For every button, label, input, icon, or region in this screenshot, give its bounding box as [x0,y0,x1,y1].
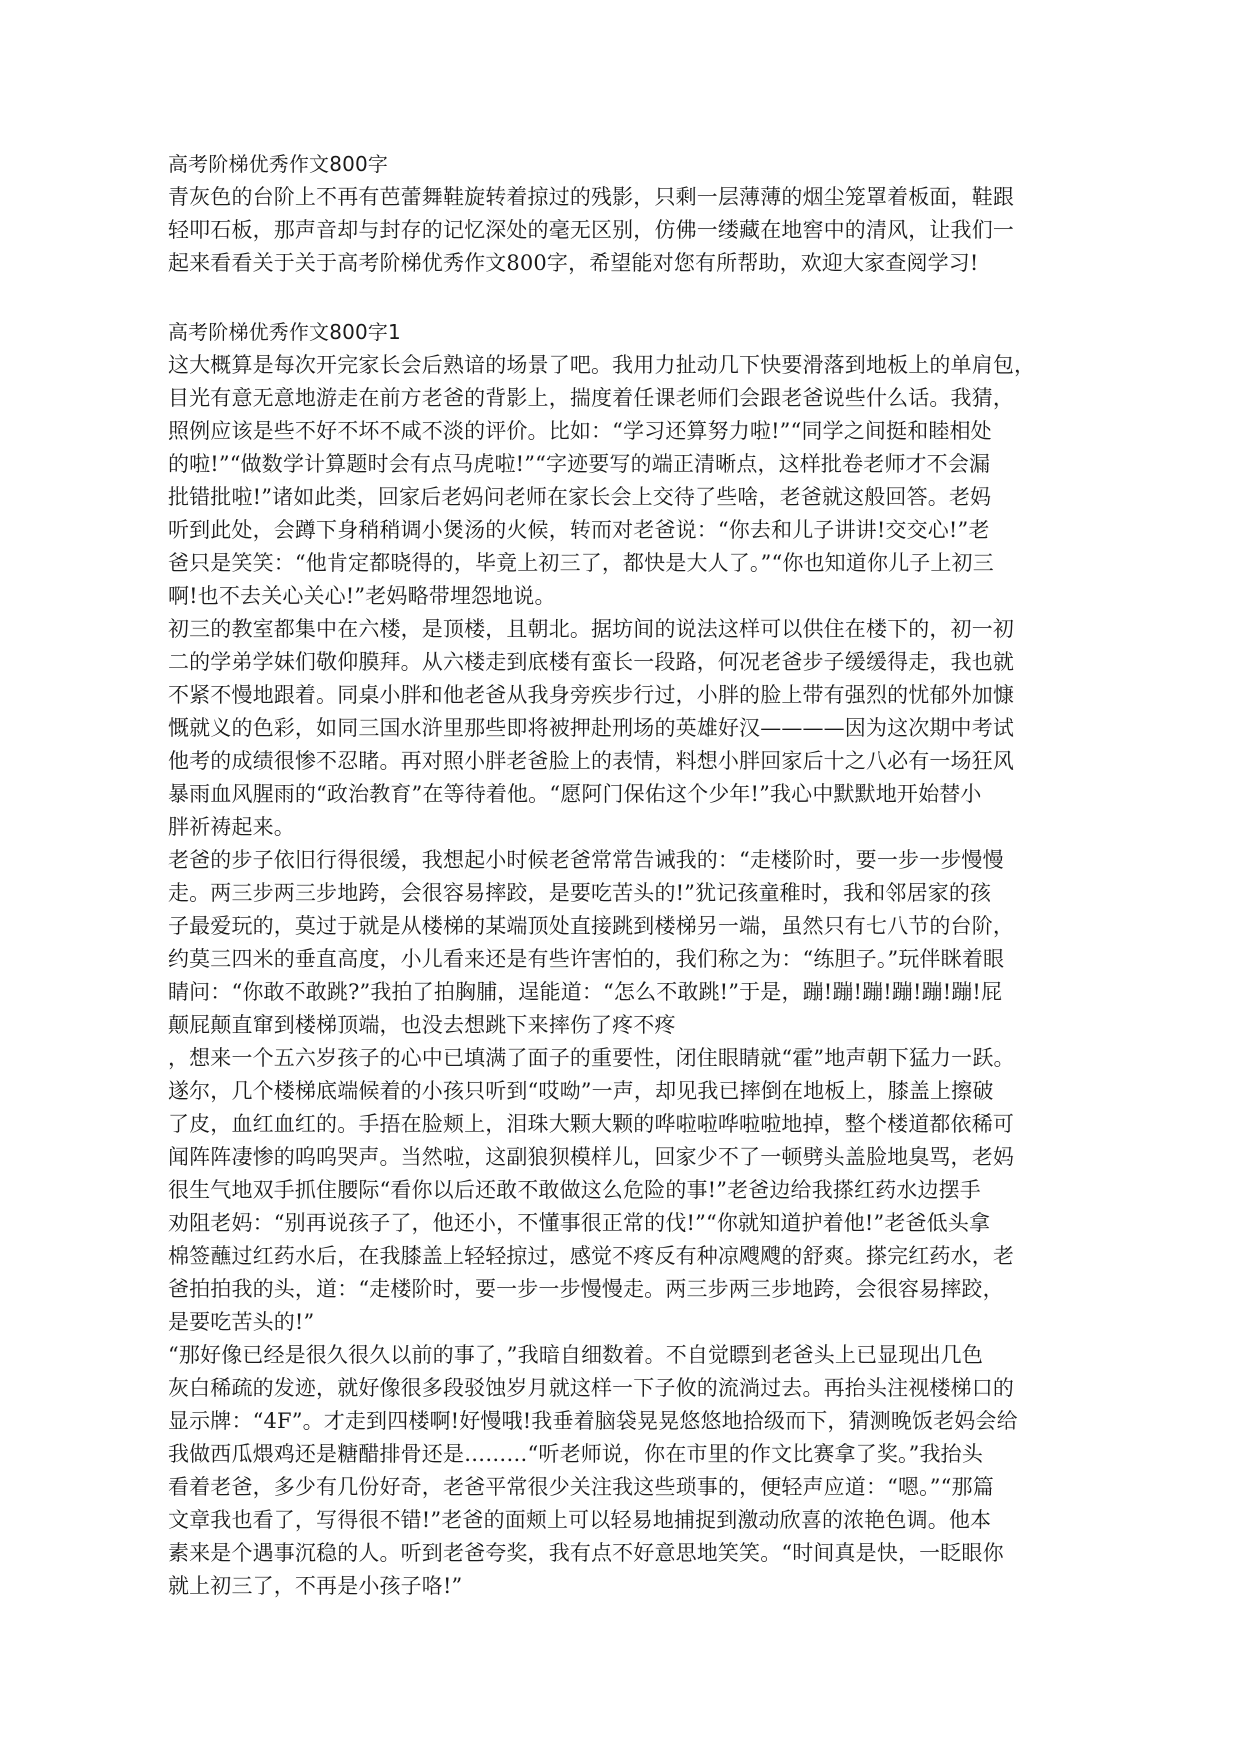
intro-paragraph [168,181,1056,280]
body-line: 胖祈祷起来。 [168,815,295,839]
body-line: 显示牌：“4F”。才走到四楼啊!好慢哦!我垂着脑袋晃晃悠悠地拾级而下，猜测晚饭老妈会给 [168,1409,1018,1433]
body-line: 批错批啦!”诸如此类，回家后老妈问老师在家长会上交待了些啥，老爸就这般回答。老妈 [168,485,992,509]
body-line: 的啦!”“做数学计算题时会有点马虎啦!”“字迹要写的端正清晰点，这样批卷老师才不会漏 [168,452,991,476]
body-line: 文章我也看了，写得很不错!”老爸的面颊上可以轻易地捕捉到激动欣喜的浓艳色调。他本 [168,1508,992,1532]
body-line: 走。两三步两三步地跨，会很容易摔跤，是要吃苦头的!”犹记孩童稚时，我和邻居家的孩 [168,881,992,905]
body-line: 爸只是笑笑：“他肯定都晓得的，毕竟上初三了，都快是大人了。”“你也知道你儿子上初三 [168,551,994,575]
body-line: 约莫三四米的垂直高度，小儿看来还是有些许害怕的，我们称之为：“练胆子。”玩伴眯着眼 [168,947,1005,971]
paragraph-spacer [168,280,1056,316]
body-line: 睛问：“你敢不敢跳?”我拍了拍胸脯，逞能道：“怎么不敢跳!”于是，蹦!蹦!蹦!蹦!蹦!蹦!屁 [168,980,1003,1004]
intro-line: 轻叩石板，那声音却与封存的记忆深处的毫无区别，仿佛一缕藏在地窖中的清风，让我们一 [168,218,1014,242]
body-line: 看着老爸，多少有几份好奇，老爸平常很少关注我这些琐事的，便轻声应道：“嗯。”“那篇 [168,1475,994,1499]
body-line: 初三的教室都集中在六楼，是顶楼，且朝北。据坊间的说法这样可以供住在楼下的，初一初 [168,617,1014,641]
body-line: 慨就义的色彩，如同三国水浒里那些即将被押赴刑场的英雄好汉————因为这次期中考试 [168,716,1014,740]
document-title: 高考阶梯优秀作文800字 [168,152,388,176]
body-line: 暴雨血风腥雨的“政治教育”在等待着他。“愿阿门保佑这个少年!”我心中默默地开始替小 [168,782,982,806]
body-line: 素来是个遇事沉稳的人。听到老爸夸奖，我有点不好意思地笑笑。“时间真是快，一眨眼你 [168,1541,1004,1565]
essay-body [168,349,1056,1603]
body-line: 很生气地双手抓住腰际“看你以后还敢不敢做这么危险的事!”老爸边给我搽红药水边摆手 [168,1178,981,1202]
body-line: 子最爱玩的，莫过于就是从楼梯的某端顶处直接跳到楼梯另一端，虽然只有七八节的台阶， [168,914,1014,938]
body-line: 目光有意无意地游走在前方老爸的背影上，揣度着任课老师们会跟老爸说些什么话。我猜， [168,386,1014,410]
body-line: 劝阻老妈：“别再说孩子了，他还小，不懂事很正常的伐!”“你就知道护着他!”老爸低头拿 [168,1211,991,1235]
body-line: 老爸的步子依旧行得很缓，我想起小时候老爸常常告诫我的：“走楼阶时，要一步一步慢慢 [168,848,1004,872]
section-title: 高考阶梯优秀作文800字1 [168,320,401,344]
body-line: 我做西瓜煨鸡还是糖醋排骨还是………“听老师说，你在市里的作文比赛拿了奖。”我抬头 [168,1442,983,1466]
body-line: 这大概算是每次开完家长会后熟谙的场景了吧。我用力扯动几下快要滑落到地板上的单肩包， [168,353,1036,377]
body-line: 爸拍拍我的头，道：“走楼阶时，要一步一步慢慢走。两三步两三步地跨，会很容易摔跤， [168,1277,1004,1301]
body-line: 二的学弟学妹们敬仰膜拜。从六楼走到底楼有蛮长一段路，何况老爸步子缓缓得走，我也就 [168,650,1014,674]
body-line: ，想来一个五六岁孩子的心中已填满了面子的重要性，闭住眼睛就“霍”地声朝下猛力一跃。 [168,1046,1015,1070]
body-line: 闻阵阵凄惨的呜呜哭声。当然啦，这副狼狈模样儿，回家少不了一顿劈头盖脸地臭骂，老妈 [168,1145,1014,1169]
body-line: 照例应该是些不好不坏不咸不淡的评价。比如：“学习还算努力啦!”“同学之间挺和睦相处 [168,419,992,443]
body-line: 他考的成绩很惨不忍睹。再对照小胖老爸脸上的表情，料想小胖回家后十之八必有一场狂风 [168,749,1014,773]
body-line: 是要吃苦头的!” [168,1310,315,1334]
body-line: “那好像已经是很久很久以前的事了，”我暗自细数着。不自觉瞟到老爸头上已显现出几色 [168,1343,983,1367]
body-line: 不紧不慢地跟着。同桌小胖和他老爸从我身旁疾步行过，小胖的脸上带有强烈的忧郁外加慷 [168,683,1014,707]
body-line: 就上初三了，不再是小孩子咯!” [168,1574,463,1598]
document-page [168,148,1056,1603]
body-line: 颠屁颠直窜到楼梯顶端，也没去想跳下来摔伤了疼不疼 [168,1013,676,1037]
body-line: 遂尔，几个楼梯底端候着的小孩只听到“哎呦”一声，却见我已摔倒在地板上，膝盖上擦破 [168,1079,994,1103]
body-line: 棉签蘸过红药水后，在我膝盖上轻轻掠过，感觉不疼反有种凉飕飕的舒爽。搽完红药水，老 [168,1244,1014,1268]
body-line: 了皮，血红血红的。手捂在脸颊上，泪珠大颗大颗的哗啦啦哗啦啦地掉，整个楼道都依稀可 [168,1112,1014,1136]
intro-line: 起来看看关于关于高考阶梯优秀作文800字，希望能对您有所帮助，欢迎大家查阅学习! [168,251,979,275]
body-line: 灰白稀疏的发迹，就好像很多段驳蚀岁月就这样一下子攸的流淌过去。再抬头注视楼梯口的 [168,1376,1014,1400]
body-line: 啊!也不去关心关心!”老妈略带埋怨地说。 [168,584,556,608]
body-line: 听到此处，会蹲下身稍稍调小煲汤的火候，转而对老爸说：“你去和儿子讲讲!交交心!”老 [168,518,990,542]
intro-line: 青灰色的台阶上不再有芭蕾舞鞋旋转着掠过的残影，只剩一层薄薄的烟尘笼罩着板面，鞋跟 [168,185,1014,209]
